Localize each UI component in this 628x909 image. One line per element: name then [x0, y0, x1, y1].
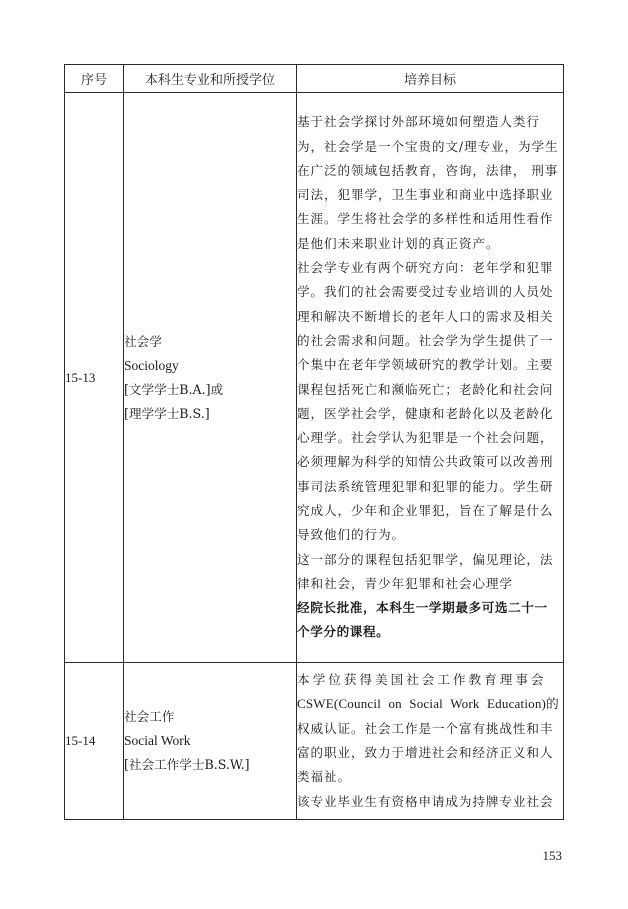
goal-line: 个集中在老年学领域研究的教学计划。主要 [297, 357, 554, 373]
goal-line: 题，医学社会学，健康和老龄化以及老龄化 [297, 405, 554, 421]
goal-line: 心理学。社会学认为犯罪是一个社会问题， [297, 430, 554, 446]
header-major: 本科生专业和所授学位 [124, 65, 297, 93]
goal-line: 富的职业，致力于增进社会和经济正义和人 [297, 745, 554, 760]
goal-line: 权威认证。社会工作是一个富有挑战性和丰 [297, 720, 554, 736]
table-row [65, 663, 564, 820]
majors-table [64, 64, 564, 820]
goal-line [297, 692, 563, 716]
table-row [65, 93, 564, 663]
major-cell [124, 93, 297, 663]
goal-line-en: CSWE(Council on Social Work Education) [297, 696, 547, 712]
goal-line: 本学位获得美国社会工作教育理事会 [297, 672, 547, 688]
goal-line: 事司法系统管理犯罪和犯罪的能力。学生研 [297, 478, 554, 494]
goal-note-bold: 个学分的课程。 [297, 624, 390, 640]
goal-line: 司法，犯罪学，卫生事业和商业中选择职业 [297, 187, 554, 203]
header-number: 序号 [65, 65, 124, 93]
major-name-cn: 社会工作 [124, 709, 175, 724]
major-name-en: Social Work [124, 733, 191, 748]
major-cell [124, 663, 297, 820]
table-header-row [65, 65, 564, 93]
major-name-en: Sociology [124, 357, 179, 373]
goal-line: 究成人，少年和企业罪犯，旨在了解是什么 [297, 502, 554, 518]
goal-line: 生涯。学生将社会学的多样性和适用性看作 [297, 211, 554, 227]
goal-line: 理和解决不断增长的老年人口的需求及相关 [297, 308, 554, 324]
goal-line: 必须理解为科学的知情公共政策可以改善刑 [297, 454, 554, 470]
goal-line: 是他们未来职业计划的真正资产。 [297, 235, 500, 251]
degree-label: [文学学士B.A.]或 [124, 381, 224, 397]
degree-label: [理学学士B.S.] [124, 405, 210, 421]
goal-line: 社会学专业有两个研究方向：老年学和犯罪 [297, 260, 554, 276]
goal-line: 类福祉。 [297, 769, 351, 785]
goal-cell [297, 663, 564, 820]
goal-line: 该专业毕业生有资格申请成为持牌专业社会 [297, 793, 554, 809]
goal-note-bold: 经院长批准，本科生一学期最多可选二十一 [297, 600, 548, 616]
goal-line: 在广泛的领域包括教育，咨询，法律， 刑事 [297, 162, 559, 178]
page-number: 153 [542, 848, 562, 863]
goal-line: 课程包括死亡和濒临死亡；老龄化和社会问 [297, 381, 554, 397]
goal-line: 导致他们的行为。 [297, 527, 405, 543]
goal-cell [297, 93, 564, 663]
goal-line: 为，社会学是一个宝贵的文/理专业，为学生 [297, 138, 559, 154]
major-name-cn: 社会学 [124, 333, 162, 349]
goal-line: 律和社会，青少年犯罪和社会心理学 [297, 575, 513, 591]
goal-line: 这一部分的课程包括犯罪学，偏见理论，法 [297, 551, 554, 567]
row-number: 15-14 [65, 663, 124, 820]
goal-line: 的社会需求和问题。社会学为学生提供了一 [297, 332, 554, 348]
goal-line: 基于社会学探讨外部环境如何塑造人类行 [297, 114, 540, 130]
goal-line: 学。我们的社会需要受过专业培训的人员处 [297, 284, 554, 300]
degree-label: [社会工作学士B.S.W.] [124, 757, 250, 772]
goal-line-cn: 的 [546, 696, 560, 712]
row-number: 15-13 [65, 93, 124, 663]
header-goal: 培养目标 [297, 65, 564, 93]
